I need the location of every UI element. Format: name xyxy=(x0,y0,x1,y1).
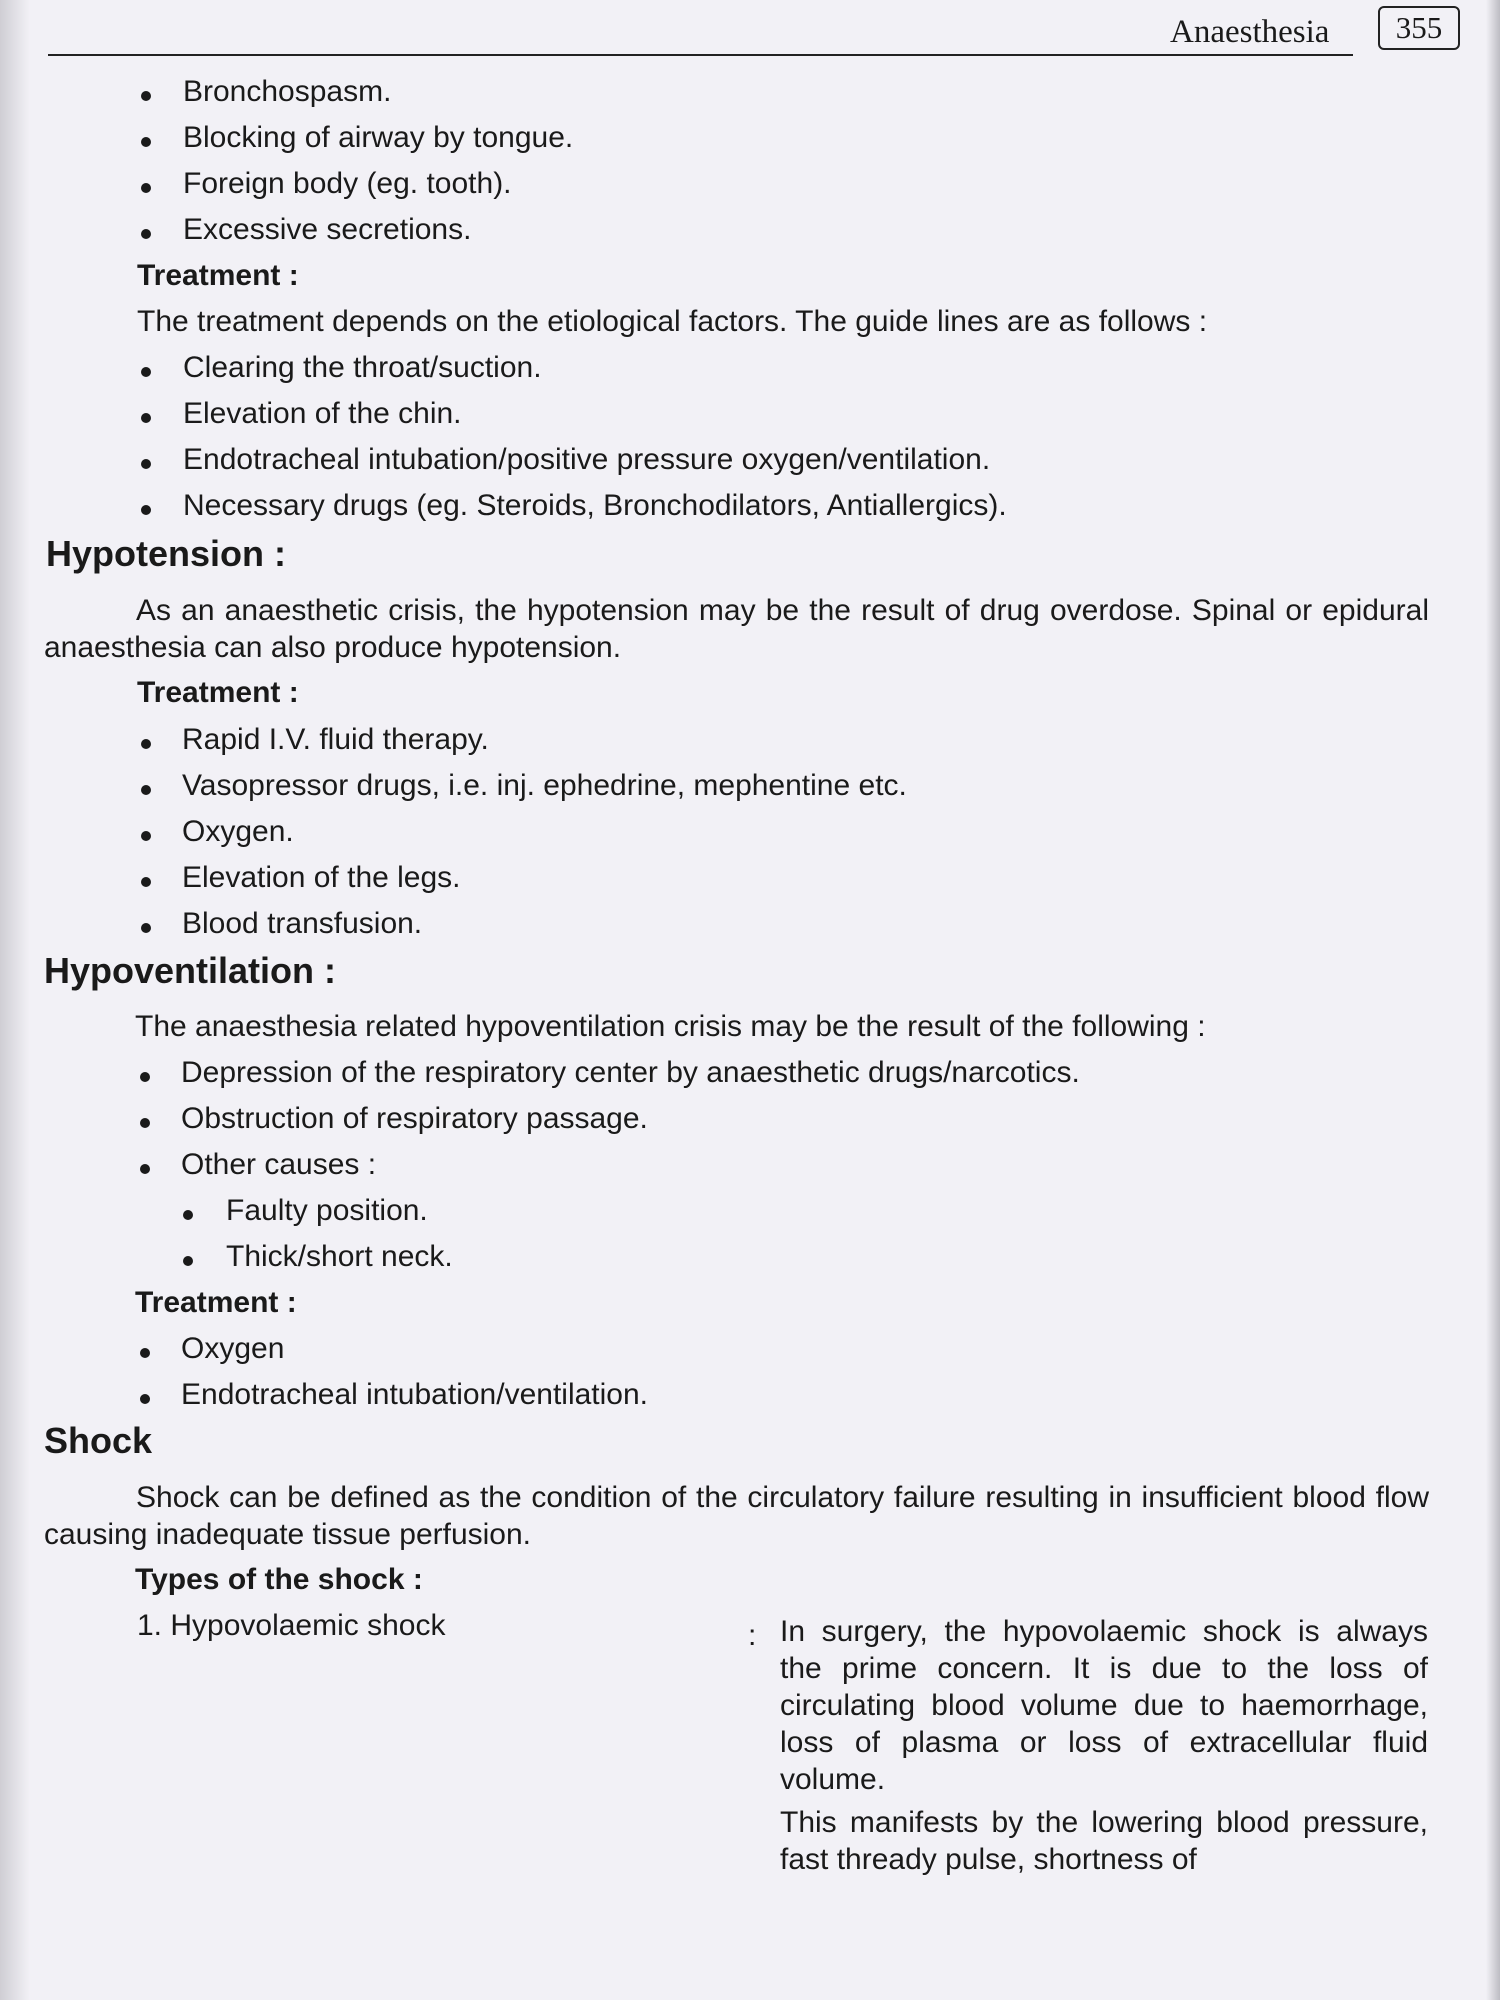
list-item: Oxygen xyxy=(181,1332,285,1365)
page-edge xyxy=(1486,0,1500,2000)
list-item: Elevation of the legs. xyxy=(182,861,461,894)
header-divider xyxy=(48,54,1353,56)
bullet-icon xyxy=(141,877,151,887)
paragraph: The anaesthesia related hypoventilation crisis may be the result of the following : xyxy=(135,1010,1206,1043)
treatment-heading: Treatment : xyxy=(137,259,299,292)
page-number: 355 xyxy=(1378,6,1460,50)
bullet-icon xyxy=(141,91,151,101)
list-item: Other causes : xyxy=(181,1148,377,1181)
definition-colon: : xyxy=(748,1619,757,1652)
list-item: Necessary drugs (eg. Steroids, Bronchodilators, Antiallergics). xyxy=(183,489,1007,522)
list-item: Excessive secretions. xyxy=(183,213,472,246)
list-item: Obstruction of respiratory passage. xyxy=(181,1102,648,1135)
list-item: Endotracheal intubation/positive pressure oxygen/ventilation. xyxy=(183,443,991,476)
shock-type-description: In surgery, the hypovolaemic shock is always the prime concern. It is due to the loss of circulating blood volume due to haemorrhage, loss of plasma or loss of extracellular fluid volume. xyxy=(780,1615,1428,1796)
treatment-heading: Treatment : xyxy=(137,676,299,709)
list-item: Vasopressor drugs, i.e. inj. ephedrine, mephentine etc. xyxy=(182,769,907,802)
bullet-icon xyxy=(140,1118,150,1128)
bullet-icon xyxy=(141,183,151,193)
list-item: Depression of the respiratory center by anaesthetic drugs/narcotics. xyxy=(181,1056,1080,1089)
list-item: Elevation of the chin. xyxy=(183,397,462,430)
bullet-icon xyxy=(141,785,151,795)
bullet-icon xyxy=(140,1072,150,1082)
section-heading-hypoventilation: Hypoventilation : xyxy=(44,950,337,991)
list-item: Bronchospasm. xyxy=(183,75,392,108)
bullet-icon xyxy=(183,1256,193,1266)
page-gutter-shadow xyxy=(0,0,30,2000)
paragraph: Shock can be defined as the condition of the circulatory failure resulting in insufficient blood flow causing inadequate tissue perfusion. xyxy=(44,1481,1429,1551)
list-item: Endotracheal intubation/ventilation. xyxy=(181,1378,648,1411)
bullet-icon xyxy=(140,1348,150,1358)
bullet-icon xyxy=(141,923,151,933)
treatment-intro: The treatment depends on the etiological factors. The guide lines are as follows : xyxy=(137,305,1208,338)
list-item: Blocking of airway by tongue. xyxy=(183,121,574,154)
bullet-icon xyxy=(141,137,151,147)
list-item: Blood transfusion. xyxy=(182,907,423,940)
bullet-icon xyxy=(141,229,151,239)
bullet-icon xyxy=(141,739,151,749)
bullet-icon xyxy=(141,505,151,515)
bullet-icon xyxy=(141,459,151,469)
list-item: Oxygen. xyxy=(182,815,294,848)
bullet-icon xyxy=(141,831,151,841)
bullet-icon xyxy=(141,413,151,423)
bullet-icon xyxy=(140,1164,150,1174)
list-item: Clearing the throat/suction. xyxy=(183,351,542,384)
list-item: Foreign body (eg. tooth). xyxy=(183,167,512,200)
sub-list-item: Thick/short neck. xyxy=(226,1240,453,1273)
bullet-icon xyxy=(140,1394,150,1404)
types-heading: Types of the shock : xyxy=(135,1563,423,1596)
section-heading-hypotension: Hypotension : xyxy=(46,533,286,574)
treatment-heading: Treatment : xyxy=(135,1286,297,1319)
shock-type-label: 1. Hypovolaemic shock xyxy=(137,1609,446,1642)
running-header-title: Anaesthesia xyxy=(1170,14,1330,50)
bullet-icon xyxy=(183,1210,193,1220)
sub-list-item: Faulty position. xyxy=(226,1194,428,1227)
paragraph: As an anaesthetic crisis, the hypotension may be the result of drug overdose. Spinal or epidural anaesthesia can also produce hypotension. xyxy=(44,594,1429,664)
shock-type-description-continued: This manifests by the lowering blood pressure, fast thready pulse, shortness of xyxy=(780,1806,1428,1876)
section-heading-shock: Shock xyxy=(44,1420,153,1461)
bullet-icon xyxy=(141,367,151,377)
list-item: Rapid I.V. fluid therapy. xyxy=(182,723,489,756)
